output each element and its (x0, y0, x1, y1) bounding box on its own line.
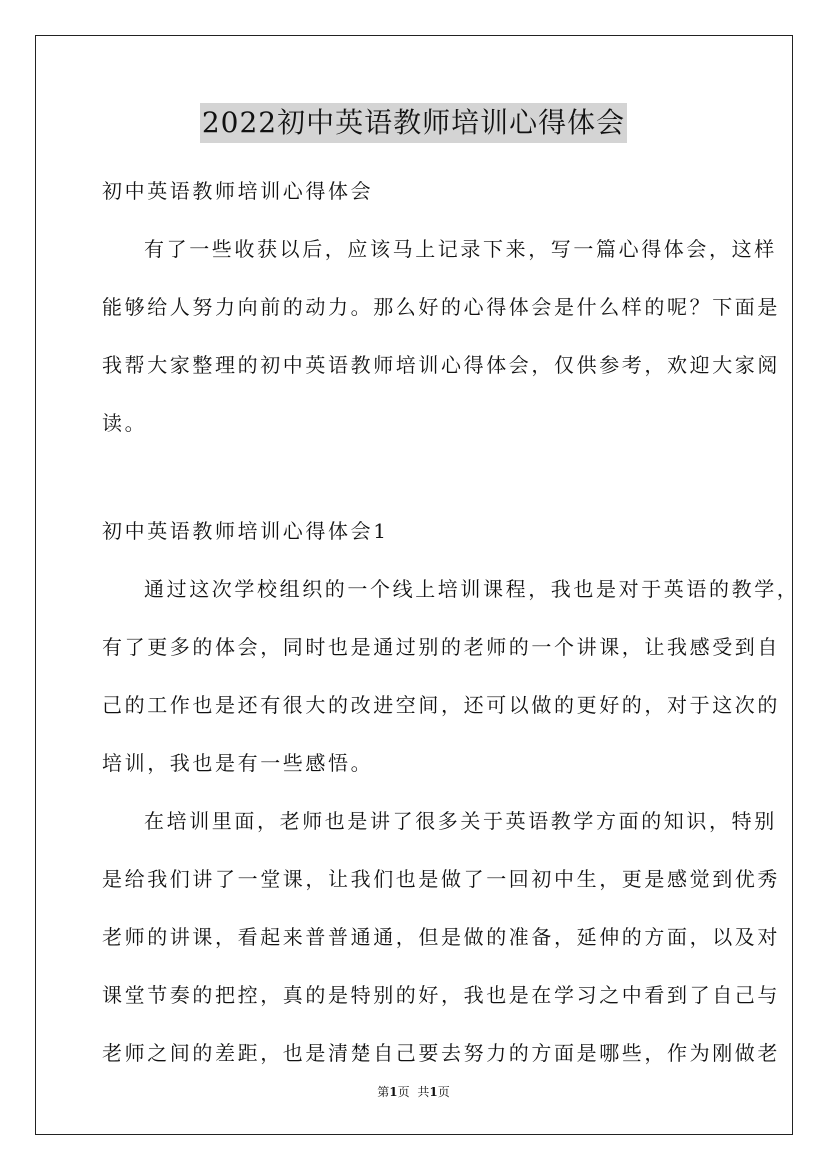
page-footer (0, 1083, 827, 1101)
paragraph-line: 老师之间的差距，也是清楚自己要去努力的方面是哪些，作为刚做老 (102, 1041, 780, 1065)
title-container (0, 103, 827, 143)
page-suffix: 页 (397, 1085, 410, 1099)
paragraph-line: 培训，我也是有一些感悟。 (102, 751, 374, 775)
intro-line: 读。 (102, 411, 148, 435)
blank-line (102, 452, 742, 502)
paragraph-line: 课堂节奏的把控，真的是特别的好，我也是在学习之中看到了自己与 (102, 983, 780, 1007)
intro-line: 我帮大家整理的初中英语教师培训心得体会，仅供参考，欢迎大家阅 (102, 353, 780, 377)
section-heading: 初中英语教师培训心得体会 (102, 179, 374, 203)
paragraph-line: 在培训里面，老师也是讲了很多关于英语教学方面的知识，特别 (144, 809, 777, 833)
paragraph-line: 己的工作也是还有很大的改进空间，还可以做的更好的，对于这次的 (102, 693, 780, 717)
total-prefix: 共 (417, 1085, 430, 1099)
page-number: 1 (389, 1085, 398, 1099)
intro-line: 能够给人努力向前的动力。那么好的心得体会是什么样的呢？下面是 (102, 295, 780, 319)
total-suffix: 页 (437, 1085, 450, 1099)
document-title: 2022初中英语教师培训心得体会 (200, 103, 627, 143)
paragraph-line: 是给我们讲了一堂课，让我们也是做了一回初中生，更是感觉到优秀 (102, 867, 780, 891)
paragraph-line: 有了更多的体会，同时也是通过别的老师的一个讲课，让我感受到自 (102, 635, 780, 659)
page-prefix: 第 (377, 1085, 390, 1099)
section-heading-1: 初中英语教师培训心得体会1 (102, 519, 389, 543)
intro-line: 有了一些收获以后，应该马上记录下来，写一篇心得体会，这样 (144, 237, 777, 261)
document-body (102, 162, 800, 1082)
paragraph-line: 通过这次学校组织的一个线上培训课程，我也是对于英语的教学， (144, 577, 800, 601)
paragraph-line: 老师的讲课，看起来普普通通，但是做的准备，延伸的方面，以及对 (102, 925, 780, 949)
total-pages: 1 (429, 1085, 438, 1099)
